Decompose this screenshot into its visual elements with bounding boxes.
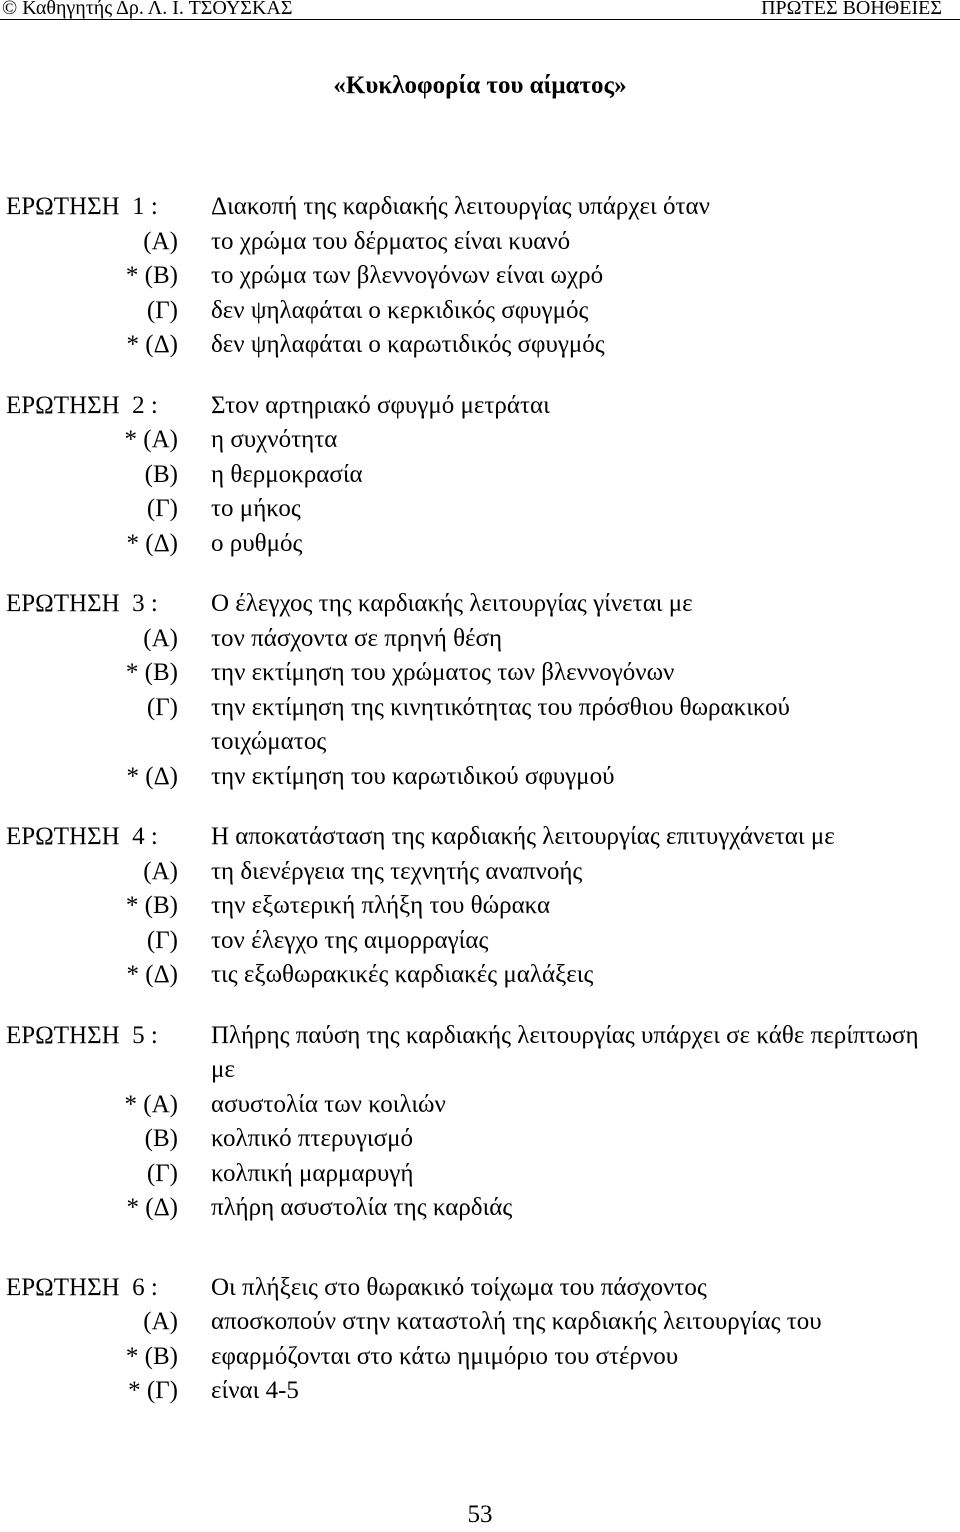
question-4 [0,820,960,993]
option-label: (Α) [143,227,178,255]
option-row [0,458,960,493]
question-2 [0,389,960,562]
option-row [0,492,960,527]
question-stem: Ο έλεγχος της καρδιακής λειτουργίας γίνεται με [211,590,693,617]
page-header [0,0,960,20]
question-stem: Στον αρτηριακό σφυγμό μετράται [211,391,550,419]
option-row [0,1157,960,1192]
option-row [0,259,960,294]
option-label: * (Α) [124,1090,178,1118]
option-text: την εκτίμηση του χρώματος των βλεννογόνων [211,659,675,686]
option-row [0,1340,960,1375]
option-text: η συχνότητα [211,426,338,453]
option-label: * (Δ) [126,1194,178,1221]
option-text: την εκτίμηση της κινητικότητας του πρόσθιου θωρακικού τοιχώματος [211,693,790,755]
option-row [0,924,960,959]
question-stem-row [0,587,960,622]
option-row [0,760,960,795]
option-text: τον πάσχοντα σε πρηνή θέση [211,624,503,652]
question-label: ΕΡΩΤΗΣΗ 2 : [6,391,158,419]
option-label: * (Δ) [126,331,178,358]
option-text: δεν ψηλαφάται ο κερκιδικός σφυγμός [211,296,589,324]
option-label: * (Β) [125,262,178,289]
option-text: κολπικό πτερυγισμό [211,1125,413,1152]
option-text: την εξωτερική πλήξη του θώρακα [211,892,551,919]
option-text: τις εξωθωρακικές καρδιακές μαλάξεις [211,961,594,988]
question-3 [0,587,960,794]
option-label: * (Γ) [128,1377,178,1404]
option-row [0,328,960,363]
option-label: * (Δ) [126,529,178,557]
option-text: την εκτίμηση του καρωτιδικού σφυγμού [211,762,615,790]
option-row [0,423,960,458]
question-label: ΕΡΩΤΗΣΗ 6 : [6,1273,158,1301]
option-label: (Γ) [146,296,178,324]
header-subject: ΠΡΩΤΕΣ ΒΟΗΘΕΙΕΣ [761,0,942,19]
option-text: το μήκος [211,495,301,522]
option-text: τη διενέργεια της τεχνητής αναπνοής [211,857,583,885]
option-row [0,1374,960,1409]
option-label: (Α) [143,1308,178,1335]
option-label: * (Β) [125,659,178,686]
option-row [0,294,960,329]
option-text: είναι 4-5 [211,1377,299,1404]
option-text: αποσκοπούν στην καταστολή της καρδιακής λειτουργίας του [211,1308,822,1335]
question-5 [0,1019,960,1226]
option-label: * (Δ) [126,961,178,988]
option-text: το χρώμα του δέρματος είναι κυανό [211,227,571,255]
question-stem: Οι πλήξεις στο θωρακικό τοίχωμα του πάσχοντος [211,1273,707,1301]
question-stem: Η αποκατάσταση της καρδιακής λειτουργίας επιτυγχάνεται με [211,823,835,850]
option-label: (Γ) [146,926,178,954]
option-label: (Α) [143,857,178,885]
option-row [0,855,960,890]
option-row [0,1122,960,1157]
option-text: τον έλεγχο της αιμορραγίας [211,926,489,954]
option-text: κολπική μαρμαρυγή [211,1159,414,1187]
option-row [0,889,960,924]
page-title: «Κυκλοφορία του αίματος» [333,72,627,99]
option-row [0,656,960,691]
question-stem-row [0,1271,960,1306]
option-row [0,527,960,562]
option-label: * (Β) [125,1342,178,1370]
option-label: (Β) [144,1125,178,1152]
option-label: (Γ) [146,495,178,522]
question-stem-row [0,389,960,424]
option-text: ασυστολία των κοιλιών [211,1090,446,1118]
question-stem-row [0,190,960,225]
option-row [0,958,960,993]
option-row [0,1191,960,1226]
question-label: ΕΡΩΤΗΣΗ 4 : [6,823,158,850]
question-stem-row [0,820,960,855]
option-text: η θερμοκρασία [211,460,363,488]
page-number: 53 [467,1501,493,1528]
option-label: (Γ) [146,693,178,721]
option-label: * (Β) [125,892,178,919]
option-row [0,691,960,760]
option-row [0,622,960,657]
option-text: εφαρμόζονται στο κάτω ημιμόριο του στέρνου [211,1342,679,1370]
question-label: ΕΡΩΤΗΣΗ 1 : [6,193,158,220]
question-list [0,190,960,1435]
option-label: * (Δ) [126,762,178,790]
question-6 [0,1271,960,1409]
option-text: ο ρυθμός [211,529,303,557]
option-label: * (Α) [124,426,178,453]
question-stem-row [0,1019,960,1088]
option-text: το χρώμα των βλεννογόνων είναι ωχρό [211,262,604,289]
question-label: ΕΡΩΤΗΣΗ 3 : [6,590,158,617]
question-1 [0,190,960,363]
question-stem: Διακοπή της καρδιακής λειτουργίας υπάρχει όταν [211,193,710,220]
option-text: πλήρη ασυστολία της καρδιάς [211,1194,513,1221]
option-label: (Γ) [146,1159,178,1187]
option-row [0,1088,960,1123]
option-text: δεν ψηλαφάται ο καρωτιδικός σφυγμός [211,331,605,358]
option-label: (Α) [143,624,178,652]
option-row [0,225,960,260]
header-author: © Καθηγητής Δρ. Λ. Ι. ΤΣΟΥΣΚΑΣ [2,0,293,19]
question-stem: Πλήρης παύση της καρδιακής λειτουργίας υπάρχει σε κάθε περίπτωση με [211,1021,919,1083]
question-label: ΕΡΩΤΗΣΗ 5 : [6,1021,158,1049]
option-label: (Β) [144,460,178,488]
option-row [0,1305,960,1340]
